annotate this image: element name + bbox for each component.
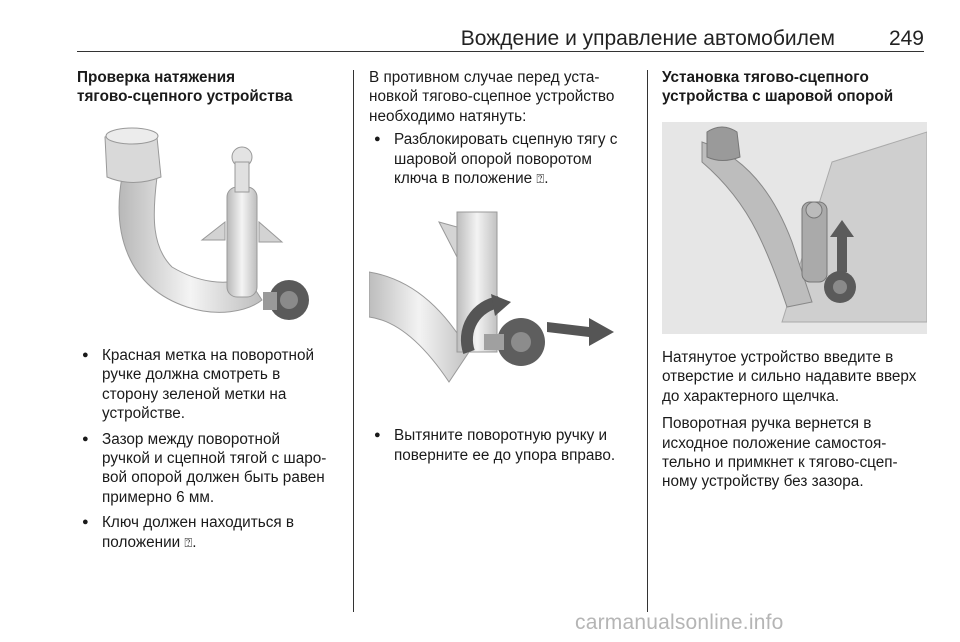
column-tension-procedure	[369, 68, 634, 465]
list-item: ● Ключ должен находиться в положении ⍰.	[77, 513, 342, 552]
tow-bar-illustration	[77, 122, 342, 334]
install-paragraph-2: Поворотная ручка вернется в исходное положение самостоя- тельно и примкнет к тягово-сцеп- ному устройству без зазора.	[662, 415, 898, 491]
column-divider-1	[353, 70, 354, 612]
intro-paragraph: В противном случае перед уста- новкой тягово-сцепное устройство необходимо натянуть:	[369, 69, 615, 125]
knob-pull-illustration	[369, 202, 634, 414]
list-item: ● Красная метка на поворотной ручке должна смотреть в сторону зеленой метки на устройстве.	[77, 346, 342, 424]
chapter-title: Вождение и управление автомобилем	[460, 27, 835, 50]
tow-bar-figure-2	[369, 202, 634, 414]
tow-bar-figure-1	[77, 122, 342, 334]
column-check-tension	[77, 68, 342, 552]
key-position-icon: ⍰	[184, 534, 193, 550]
page-number: 249	[888, 27, 924, 50]
list-item: ● Разблокировать сцепную тягу с шаровой опорой поворотом ключа в положение ⍰.	[369, 130, 634, 188]
tow-bar-figure-3	[662, 122, 927, 334]
list-item: ● Вытяните поворотную ручку и поверните ее до упора вправо.	[369, 426, 634, 465]
install-paragraph-1: Натянутое устройство введите в отверстие и сильно надавите вверх до характерного щелчка.	[662, 349, 917, 405]
watermark: carmanualsonline.info	[575, 611, 784, 634]
section-heading-install: Установка тягово-сцепного устройства с шаровой опорой	[662, 69, 894, 105]
check-list	[77, 346, 342, 552]
header-divider	[77, 51, 924, 52]
section-heading-check-tension: Проверка натяжения тягово-сцепного устройства	[77, 69, 293, 105]
column-divider-2	[647, 70, 648, 612]
install-illustration	[662, 122, 927, 334]
list-item: ● Зазор между поворотной ручкой и сцепной тягой с шаро- вой опорой должен быть равен примерно 6 мм.	[77, 430, 342, 508]
column-install	[662, 68, 927, 492]
key-position-icon: ⍰	[536, 171, 545, 187]
